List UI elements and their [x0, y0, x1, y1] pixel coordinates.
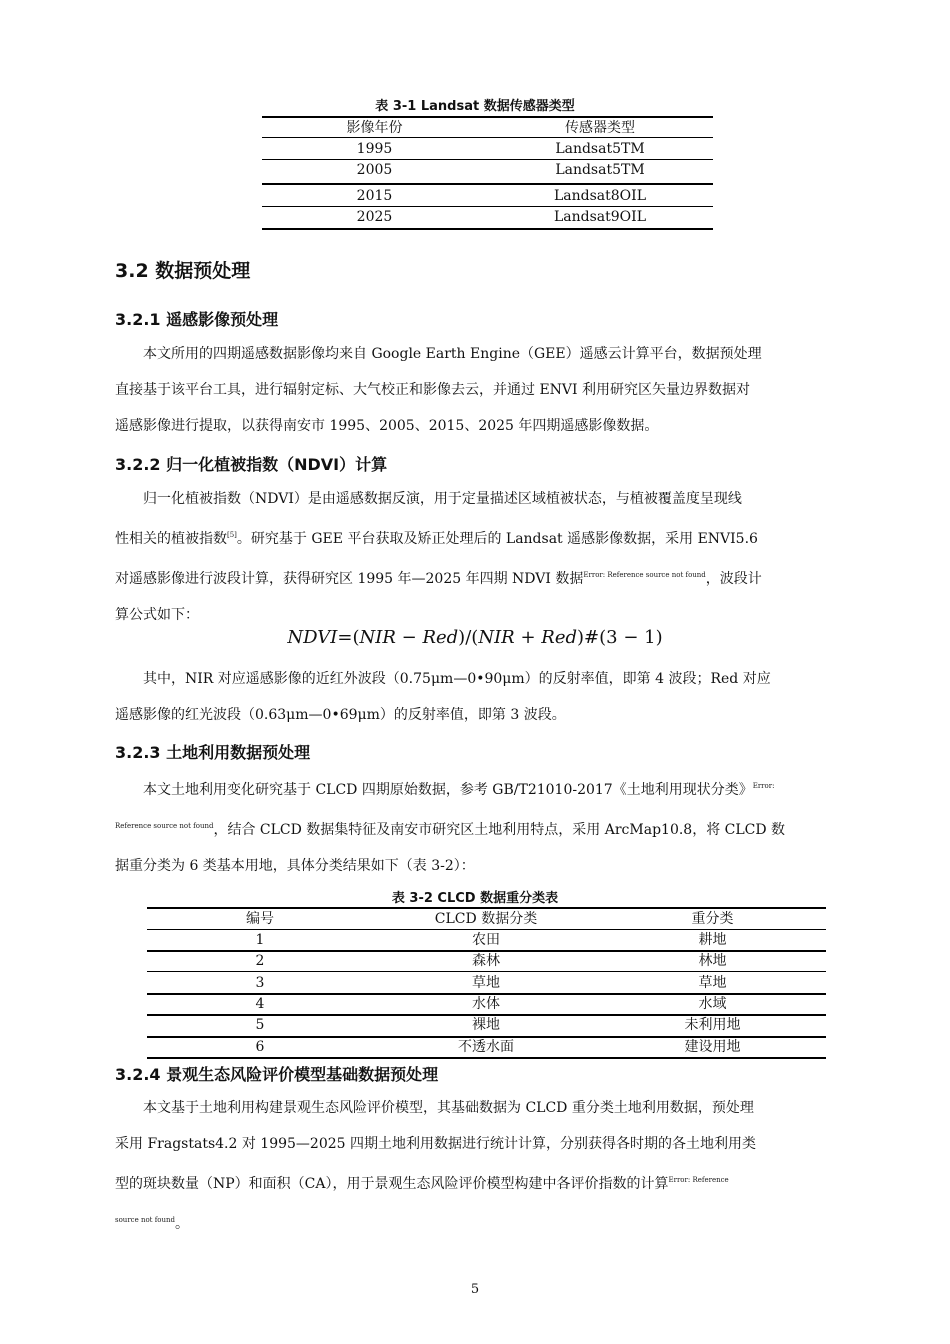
table-cell: 4	[255, 996, 265, 1012]
formula-term: NDVI	[287, 627, 338, 648]
citation-reference[interactable]: Error:	[752, 782, 775, 790]
paragraph-line	[115, 1202, 857, 1242]
table-cell: 2025	[356, 209, 393, 225]
table-cell: 2005	[356, 162, 393, 178]
table-cell: 6	[255, 1039, 265, 1055]
paragraph	[115, 661, 857, 733]
text-run: ，波段计	[705, 571, 762, 587]
text-run: 对遥感影像进行波段计算，获得研究区 1995 年—2025 年四期 NDVI 数据	[115, 571, 584, 587]
table-cell: 未利用地	[684, 1017, 741, 1033]
paragraph-line: 遥感影像的红光波段（0.63μm—0•69μm）的反射率值，即第 3 波段。	[115, 707, 566, 723]
table-header-cell: 影像年份	[346, 120, 403, 136]
text-run: 型的斑块数量（NP）和面积（CA），用于景观生态风险评价模型构建中各评价指数的计算	[115, 1176, 669, 1192]
text-run: 本文土地利用变化研究基于 CLCD 四期原始数据，参考 GB/T21010-2017《土地利用现状分类》	[143, 782, 753, 798]
table-cell: 耕地	[698, 932, 727, 948]
text-run: 。	[175, 1216, 190, 1232]
table-header-cell: 传感器类型	[565, 120, 635, 136]
table-cell: 5	[255, 1017, 265, 1033]
table-cell: 森林	[472, 953, 500, 969]
table-cell: 2015	[356, 188, 393, 204]
formula-term: Red	[422, 627, 459, 648]
subsection-heading: 3.2.1 遥感影像预处理	[115, 310, 279, 329]
paragraph-line: 本文基于土地利用构建景观生态风险评价模型，其基础数据为 CLCD 重分类土地利用数据，预处理	[143, 1100, 754, 1116]
table-cell: Landsat5TM	[555, 162, 645, 178]
text-run: ，结合 CLCD 数据集特征及南安市研究区土地利用特点，采用 ArcMap10.8，将 CLCD 数	[213, 822, 786, 838]
table-rule	[262, 137, 713, 138]
table-cell: 3	[255, 975, 265, 991]
formula-operator: +	[514, 627, 542, 648]
table-header-cell: CLCD 数据分类	[434, 911, 538, 927]
table-bottom-rule	[262, 228, 713, 230]
table-cell: Landsat9OIL	[554, 209, 646, 225]
table-rule	[262, 183, 713, 185]
formula-paren: )	[458, 627, 466, 648]
formula-paren: )	[577, 627, 585, 648]
paragraph	[115, 336, 857, 444]
citation-reference[interactable]: Reference source not found	[115, 822, 214, 830]
table-caption: 表 3-2 CLCD 数据重分类表	[391, 891, 559, 906]
formula-term: Red	[541, 627, 577, 648]
paragraph-line: 本文所用的四期遥感数据影像均来自 Google Earth Engine（GEE）遥感云计算平台，数据预处理	[143, 346, 762, 362]
table-cell: Landsat5TM	[555, 141, 645, 157]
table-cell: 水体	[472, 996, 500, 1012]
table-cell: 2	[255, 953, 265, 969]
formula-paren: (	[471, 627, 479, 648]
paragraph-line: 直接基于该平台工具，进行辐射定标、大气校正和影像去云，并通过 ENVI 利用研究区矢量边界数据对	[115, 382, 751, 398]
table-cell: 林地	[698, 953, 727, 969]
citation-reference[interactable]: [5]	[227, 531, 237, 539]
formula-operator: #	[584, 627, 600, 648]
paragraph-line	[115, 1162, 857, 1202]
table-cell: 1995	[356, 141, 393, 157]
table-cell: Landsat8OIL	[554, 188, 646, 204]
table-bottom-rule	[147, 1057, 826, 1059]
formula-term: NIR	[359, 627, 396, 648]
paragraph-line: 算公式如下：	[115, 607, 199, 623]
table-header-cell: 编号	[246, 911, 274, 927]
paragraph-line	[115, 768, 857, 808]
paragraph-line: 归一化植被指数（NDVI）是由遥感数据反演，用于定量描述区域植被状态，与植被覆盖度呈现线	[143, 491, 742, 507]
table-cell: 裸地	[472, 1017, 500, 1033]
subsection-heading: 3.2.3 土地利用数据预处理	[115, 743, 311, 762]
paragraph-line	[115, 517, 857, 557]
table-caption: 表 3-1 Landsat 数据传感器类型	[375, 99, 575, 114]
text-run: 。研究基于 GEE 平台获取及矫正处理后的 Landsat 遥感影像数据，采用 ENVI5.6	[236, 531, 758, 547]
paragraph	[115, 481, 857, 633]
citation-reference[interactable]: source not found	[115, 1216, 176, 1224]
paragraph-line: 据重分类为 6 类基本用地，具体分类结果如下（表 3-2）：	[115, 858, 475, 874]
formula-number: (3 − 1)	[599, 627, 663, 648]
section-heading: 3.2 数据预处理	[115, 260, 251, 282]
paragraph-line: 其中，NIR 对应遥感影像的近红外波段（0.75μm—0•90μm）的反射率值，即第 4 波段；Red 对应	[143, 671, 771, 687]
subsection-heading: 3.2.4 景观生态风险评价模型基础数据预处理	[115, 1065, 439, 1084]
table-cell: 不透水面	[458, 1039, 514, 1055]
table-cell: 建设用地	[684, 1039, 741, 1055]
citation-reference[interactable]: Error: Reference	[668, 1176, 729, 1184]
paragraph	[115, 1090, 857, 1242]
text-run: 性相关的植被指数	[115, 531, 227, 547]
formula-operator: −	[395, 627, 423, 648]
formula-term: NIR	[478, 627, 515, 648]
table-cell: 农田	[472, 932, 500, 948]
subsection-heading: 3.2.2 归一化植被指数（NDVI）计算	[115, 455, 388, 474]
paragraph-line: 遥感影像进行提取，以获得南安市 1995、2005、2015、2025 年四期遥感影像数据。	[115, 418, 659, 434]
formula-paren: (	[352, 627, 360, 648]
paragraph-line	[115, 808, 857, 848]
table-cell: 1	[255, 932, 265, 948]
paragraph	[115, 768, 857, 884]
formula-operator: /	[465, 627, 472, 648]
paragraph-line: 采用 Fragstats4.2 对 1995—2025 四期土地利用数据进行统计计算，分别获得各时期的各土地利用类	[115, 1136, 757, 1152]
paragraph-line	[115, 557, 857, 597]
table-rule	[147, 971, 826, 972]
table-cell: 草地	[698, 975, 727, 991]
page-number: 5	[470, 1282, 480, 1297]
formula-operator: =	[337, 627, 353, 648]
ndvi-formula	[0, 627, 950, 648]
table-cell: 水域	[698, 996, 727, 1012]
table-header-cell: 重分类	[691, 911, 734, 927]
citation-reference[interactable]: Error: Reference source not found	[583, 571, 706, 579]
table-cell: 草地	[472, 975, 500, 991]
